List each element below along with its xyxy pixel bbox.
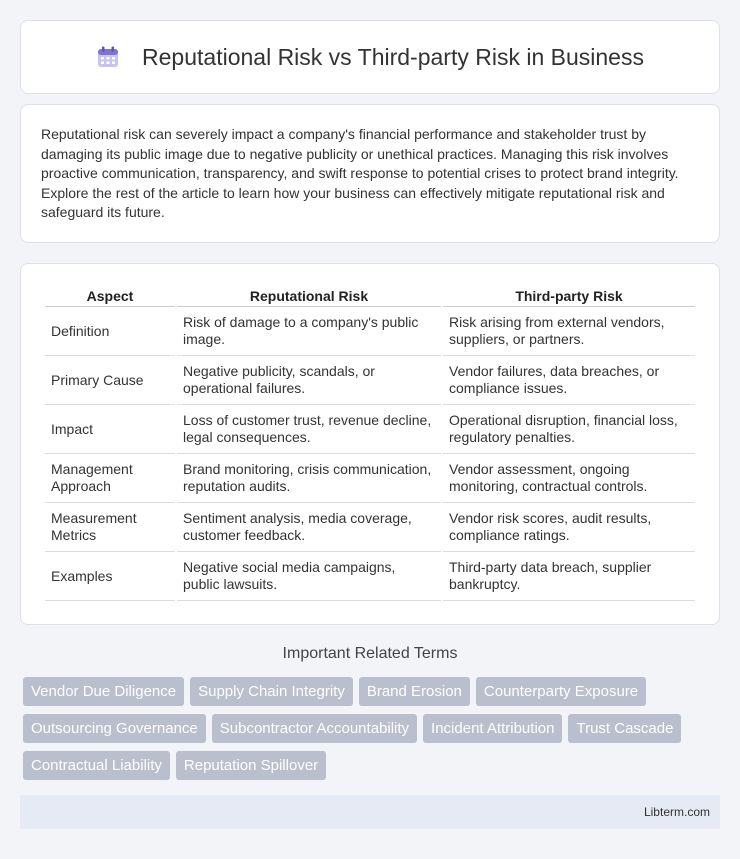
- comparison-card: [20, 263, 720, 625]
- related-terms-list: [23, 677, 723, 788]
- related-term-tag[interactable]: Trust Cascade: [568, 714, 681, 743]
- table-cell: Impact: [45, 405, 175, 454]
- intro-text: Reputational risk can severely impact a company's financial performance and stakeholder trust by damaging its public image due to negative publicity or unethical practices. Managing this risk involves proactive communication, transparency, and swift response to potential crises to protect brand integrity. Explore the rest of the article to learn how your business can effectively mitigate reputational risk and safeguard its future.: [41, 126, 679, 220]
- footer: [20, 795, 720, 829]
- related-term-tag[interactable]: Supply Chain Integrity: [190, 677, 353, 706]
- table-cell: Vendor assessment, ongoing monitoring, contractual controls.: [443, 454, 695, 503]
- table-cell: Loss of customer trust, revenue decline, legal consequences.: [177, 405, 441, 454]
- table-row: [45, 356, 695, 405]
- table-row: [45, 405, 695, 454]
- table-cell: Negative social media campaigns, public lawsuits.: [177, 552, 441, 601]
- related-term-tag[interactable]: Outsourcing Governance: [23, 714, 206, 743]
- table-cell: Vendor failures, data breaches, or compliance issues.: [443, 356, 695, 405]
- column-header: Reputational Risk: [177, 284, 441, 307]
- column-header: Third-party Risk: [443, 284, 695, 307]
- calendar-icon: [96, 45, 120, 69]
- header-card: [20, 20, 720, 94]
- table-row: [45, 307, 695, 356]
- related-term-tag[interactable]: Reputation Spillover: [176, 751, 326, 780]
- table-cell: Brand monitoring, crisis communication, reputation audits.: [177, 454, 441, 503]
- table-row: [45, 503, 695, 552]
- page-title: Reputational Risk vs Third-party Risk in Business: [142, 43, 644, 70]
- table-cell: Risk arising from external vendors, suppliers, or partners.: [443, 307, 695, 356]
- related-terms-title: Important Related Terms: [282, 645, 458, 662]
- related-term-tag[interactable]: Incident Attribution: [423, 714, 562, 743]
- related-term-tag[interactable]: Brand Erosion: [359, 677, 470, 706]
- table-cell: Measurement Metrics: [45, 503, 175, 552]
- related-term-tag[interactable]: Vendor Due Diligence: [23, 677, 184, 706]
- related-term-tag[interactable]: Subcontractor Accountability: [212, 714, 417, 743]
- table-cell: Definition: [45, 307, 175, 356]
- table-header-row: [45, 284, 695, 307]
- related-term-tag[interactable]: Counterparty Exposure: [476, 677, 646, 706]
- table-cell: Management Approach: [45, 454, 175, 503]
- table-cell: Third-party data breach, supplier bankruptcy.: [443, 552, 695, 601]
- table-cell: Vendor risk scores, audit results, compliance ratings.: [443, 503, 695, 552]
- table-row: [45, 552, 695, 601]
- comparison-table: [43, 284, 697, 601]
- table-cell: Negative publicity, scandals, or operational failures.: [177, 356, 441, 405]
- table-cell: Examples: [45, 552, 175, 601]
- footer-brand-link[interactable]: Libterm.com: [643, 805, 710, 819]
- table-row: [45, 454, 695, 503]
- related-term-tag[interactable]: Contractual Liability: [23, 751, 170, 780]
- table-cell: Sentiment analysis, media coverage, customer feedback.: [177, 503, 441, 552]
- column-header: Aspect: [45, 284, 175, 307]
- table-cell: Risk of damage to a company's public image.: [177, 307, 441, 356]
- table-cell: Primary Cause: [45, 356, 175, 405]
- intro-card: [20, 104, 720, 243]
- table-cell: Operational disruption, financial loss, regulatory penalties.: [443, 405, 695, 454]
